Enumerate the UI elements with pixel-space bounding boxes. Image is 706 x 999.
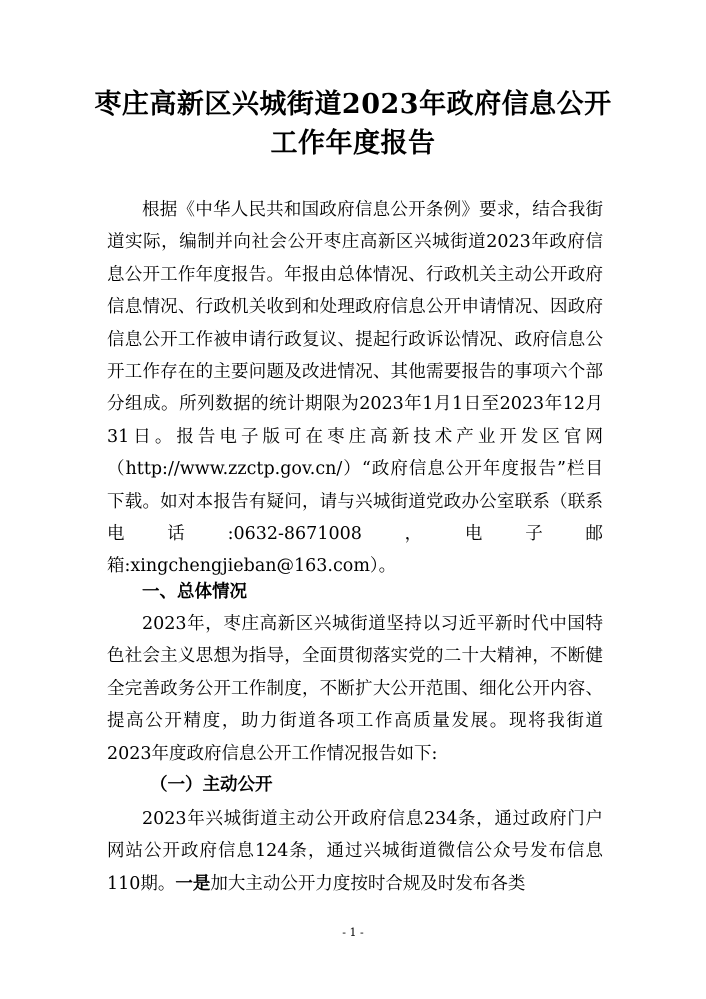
page-number: - 1 -: [342, 926, 364, 939]
subsection-heading-proactive-disclosure: （一）主动公开: [150, 775, 273, 795]
document-title-line-2: 工作年度报告: [270, 128, 436, 159]
paragraph-text-start: 2023年兴城街道主动公开政府信息234条，通过政府门户网站公开政府信息124条，通过兴城街道微信公众号发布信息110期。: [107, 809, 603, 894]
section-heading-overview: 一、总体情况: [142, 582, 247, 602]
overview-paragraph: 2023年，枣庄高新区兴城街道坚持以习近平新时代中国特色社会主义思想为指导，全面贯彻落实党的二十大精神，不断健全完善政务公开工作制度，不断扩大公开范围、细化公开内容、提高公开精度，助力街道各项工作高质量发展。现将我街道2023年度政府信息公开工作情况报告如下:: [107, 614, 603, 764]
document-title-line-1: 枣庄高新区兴城街道2023年政府信息公开: [94, 89, 612, 120]
proactive-disclosure-paragraph: [107, 803, 603, 900]
paragraph-emphasis: 一是: [175, 873, 211, 894]
paragraph-text-end: 加大主动公开力度按时合规及时发布各类: [210, 873, 526, 894]
intro-paragraph: 根据《中华人民共和国政府信息公开条例》要求，结合我街道实际，编制并向社会公开枣庄高新区兴城街道2023年政府信息公开工作年度报告。年报由总体情况、行政机关主动公开政府信息情况、行政机关收到和处理政府信息公开申请情况、因政府信息公开工作被申请行政复议、提起行政诉讼情况、政府信息公开工作存在的主要问题及改进情况、其他需要报告的事项六个部分组成。所列数据的统计期限为2023年1月1日至2023年12月31日。报告电子版可在枣庄高新技术产业开发区官网（http://www.zzctp.gov.cn/）“政府信息公开年度报告”栏目下载。如对本报告有疑问，请与兴城街道党政办公室联系（联系电话:0632-8671008，电子邮箱:xingchengjieban@163.com）。: [107, 200, 603, 577]
